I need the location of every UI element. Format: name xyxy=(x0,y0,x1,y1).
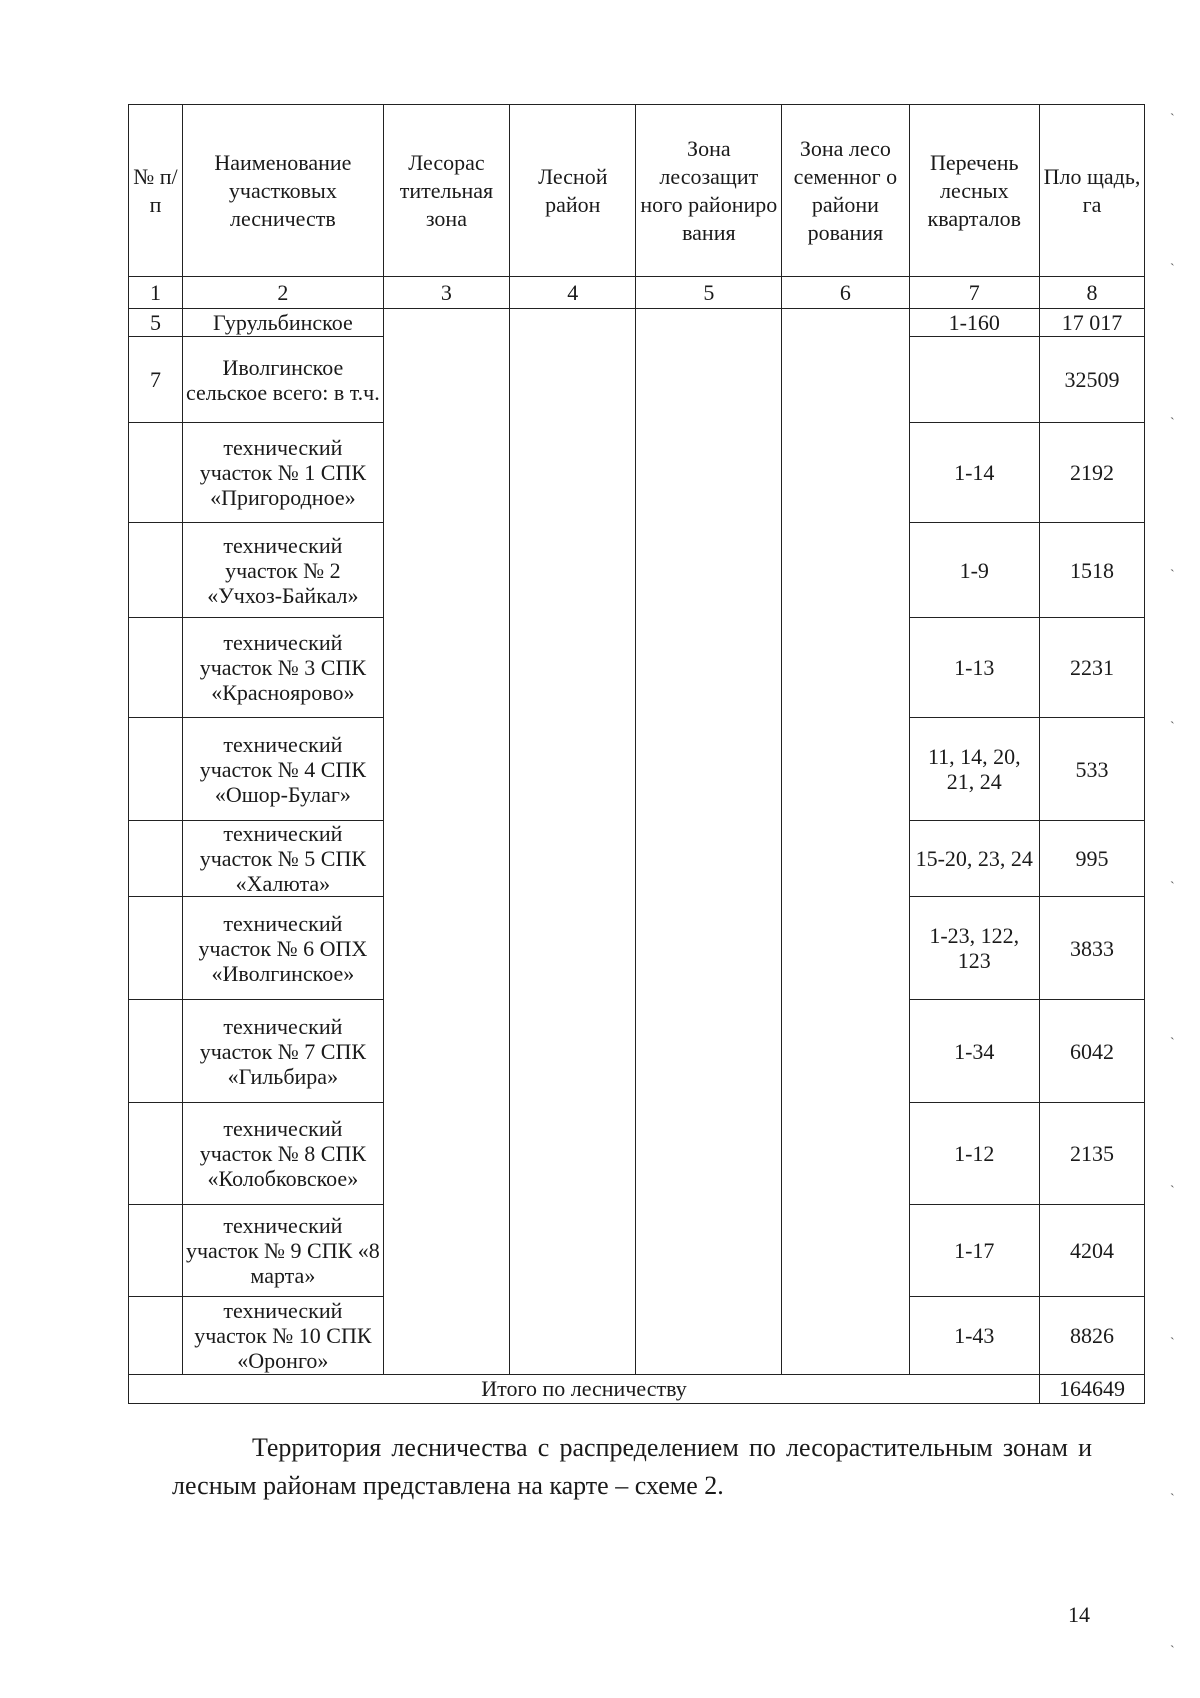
scan-mark: ` xyxy=(1170,1184,1175,1199)
quarters-list: 1-13 xyxy=(909,618,1039,718)
row-number xyxy=(129,1000,183,1103)
forestry-name: технический участок № 3 СПК «Краснoярово» xyxy=(183,618,384,718)
quarters-list: 1-17 xyxy=(909,1205,1039,1297)
quarters-list: 1-9 xyxy=(909,523,1039,618)
scan-mark: ` xyxy=(1170,568,1175,583)
column-number: 6 xyxy=(782,277,909,309)
forestry-name: технический участок № 7 СПК «Гильбира» xyxy=(183,1000,384,1103)
scan-mark: ` xyxy=(1170,880,1175,895)
column-number: 3 xyxy=(383,277,509,309)
column-number: 1 xyxy=(129,277,183,309)
quarters-list: 11, 14, 20, 21, 24 xyxy=(909,718,1039,821)
scan-mark: ` xyxy=(1170,720,1175,735)
header-cell: Пло щадь, га xyxy=(1040,105,1145,277)
vegetation-zone-cell xyxy=(383,309,509,1375)
header-cell: Зона лесозащит ного райониро вания xyxy=(636,105,782,277)
quarters-list: 1-12 xyxy=(909,1103,1039,1205)
header-cell: № п/п xyxy=(129,105,183,277)
row-number xyxy=(129,618,183,718)
header-cell: Зона лесо семенног о райони рования xyxy=(782,105,909,277)
row-number xyxy=(129,523,183,618)
scan-mark: ` xyxy=(1170,1336,1175,1351)
header-cell: Лесорас тительная зона xyxy=(383,105,509,277)
area-value: 533 xyxy=(1040,718,1145,821)
body-paragraph: Территория лесничества с распределением по лесорастительным зонам и лесным районам представлена на карте – схеме 2. xyxy=(172,1433,1092,1500)
column-number: 4 xyxy=(510,277,636,309)
total-row xyxy=(129,1375,1145,1404)
forestry-name: технический участок № 6 ОПХ «Иволгинское» xyxy=(183,897,384,1000)
page-number: 14 xyxy=(1068,1602,1090,1627)
forest-protection-zone-cell xyxy=(636,309,782,1375)
row-number xyxy=(129,1205,183,1297)
quarters-list: 1-23, 122, 123 xyxy=(909,897,1039,1000)
scan-mark: ` xyxy=(1170,1036,1175,1051)
forestry-name: технический участок № 9 СПК «8 марта» xyxy=(183,1205,384,1297)
area-value: 2135 xyxy=(1040,1103,1145,1205)
column-number-row xyxy=(129,277,1145,309)
area-value: 3833 xyxy=(1040,897,1145,1000)
area-value: 995 xyxy=(1040,821,1145,897)
row-number xyxy=(129,1103,183,1205)
header-cell: Перечень лесных кварталов xyxy=(909,105,1039,277)
seed-zone-cell xyxy=(782,309,909,1375)
area-value: 6042 xyxy=(1040,1000,1145,1103)
row-number xyxy=(129,897,183,1000)
forestry-table xyxy=(128,104,1145,1404)
total-area: 164649 xyxy=(1040,1375,1145,1404)
scan-mark: ` xyxy=(1170,262,1175,277)
row-number: 7 xyxy=(129,337,183,423)
column-number: 8 xyxy=(1040,277,1145,309)
row-number xyxy=(129,423,183,523)
forestry-name: Гурульбинское xyxy=(183,309,384,337)
quarters-list: 15-20, 23, 24 xyxy=(909,821,1039,897)
quarters-list: 1-43 xyxy=(909,1297,1039,1375)
area-value: 2231 xyxy=(1040,618,1145,718)
area-value: 2192 xyxy=(1040,423,1145,523)
quarters-list: 1-34 xyxy=(909,1000,1039,1103)
column-number: 2 xyxy=(183,277,384,309)
forestry-name: технический участок № 2 «Учхоз-Байкал» xyxy=(183,523,384,618)
area-value: 8826 xyxy=(1040,1297,1145,1375)
forestry-name: технический участок № 4 СПК «Ошор-Булаг» xyxy=(183,718,384,821)
forestry-name: технический участок № 1 СПК «Пригородное» xyxy=(183,423,384,523)
forestry-name: Иволгинское сельское всего: в т.ч. xyxy=(183,337,384,423)
column-number: 7 xyxy=(909,277,1039,309)
scan-mark: ` xyxy=(1170,1644,1175,1659)
scan-mark: ` xyxy=(1170,416,1175,431)
quarters-list: 1-160 xyxy=(909,309,1039,337)
row-number: 5 xyxy=(129,309,183,337)
quarters-list xyxy=(909,337,1039,423)
scan-mark: ` xyxy=(1170,1492,1175,1507)
forest-district-cell xyxy=(510,309,636,1375)
quarters-list: 1-14 xyxy=(909,423,1039,523)
forestry-name: технический участок № 5 СПК «Халюта» xyxy=(183,821,384,897)
forestry-name: технический участок № 8 СПК «Колобковское» xyxy=(183,1103,384,1205)
area-value: 4204 xyxy=(1040,1205,1145,1297)
row-number xyxy=(129,1297,183,1375)
row-number xyxy=(129,821,183,897)
area-value: 32509 xyxy=(1040,337,1145,423)
area-value: 17 017 xyxy=(1040,309,1145,337)
area-value: 1518 xyxy=(1040,523,1145,618)
forestry-name: технический участок № 10 СПК «Оронго» xyxy=(183,1297,384,1375)
row-number xyxy=(129,718,183,821)
total-label: Итого по лесничеству xyxy=(129,1375,1040,1404)
table-row xyxy=(129,309,1145,337)
header-cell: Лесной район xyxy=(510,105,636,277)
table-header-row xyxy=(129,105,1145,277)
column-number: 5 xyxy=(636,277,782,309)
header-cell: Наименование участковых лесничеств xyxy=(183,105,384,277)
scan-mark: ` xyxy=(1170,112,1175,127)
